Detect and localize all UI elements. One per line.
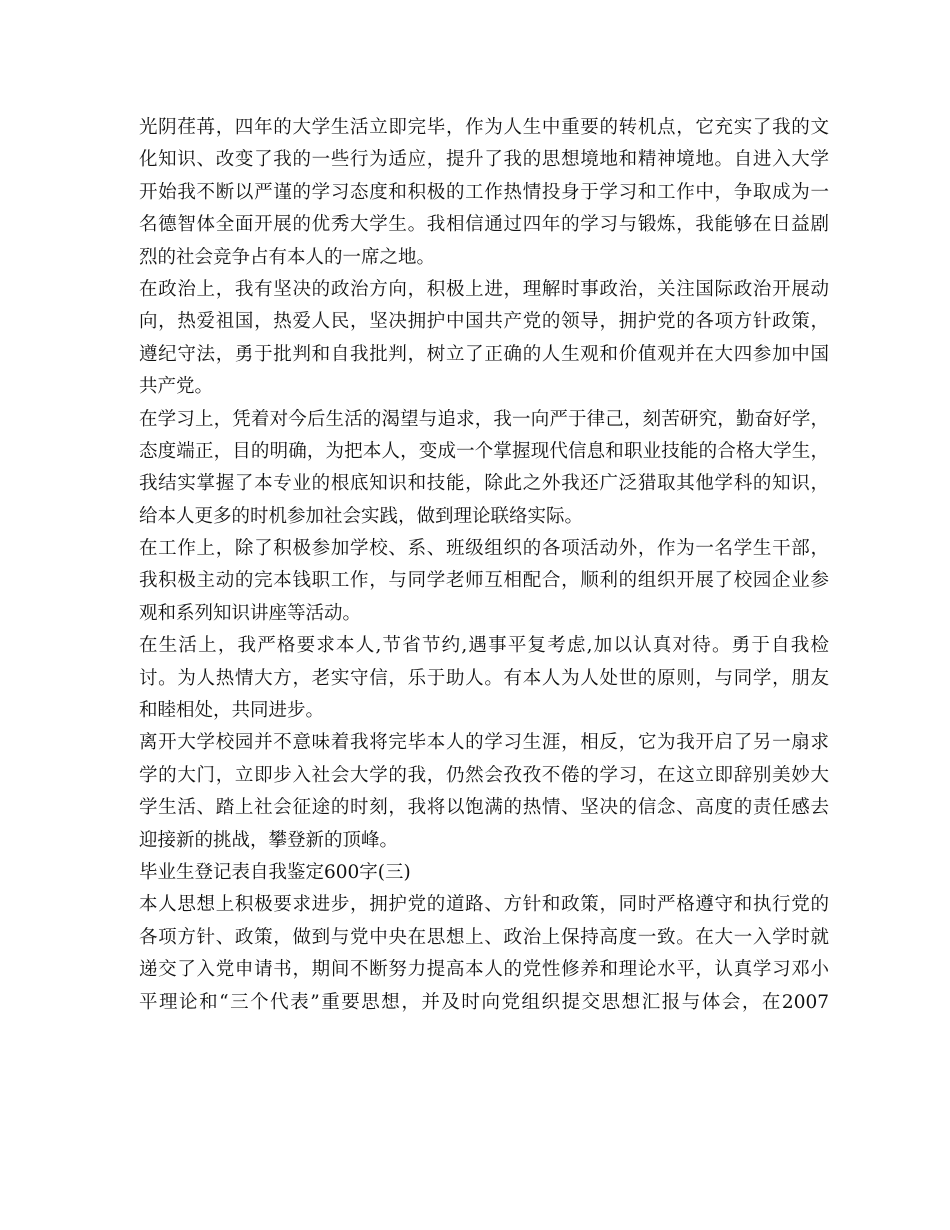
- text-line: 遵纪守法，勇于批判和自我批判，树立了正确的人生观和价值观并在大四参加中国: [139, 343, 829, 365]
- text-line: 在工作上，除了积极参加学校、系、班级组织的各项活动外，作为一名学生干部，: [139, 538, 829, 560]
- text-line: 本人思想上积极要求进步，拥护党的道路、方针和政策，同时严格遵守和执行党的: [139, 894, 829, 916]
- text-line: 在生活上，我严格要求本人,节省节约,遇事平复考虑,加以认真对待。勇于自我检: [139, 635, 829, 657]
- text-line: 在学习上，凭着对今后生活的渴望与追求，我一向严于律己，刻苦研究，勤奋好学，: [139, 408, 829, 430]
- text-line: 光阴荏苒，四年的大学生活立即完毕，作为人生中重要的转机点，它充实了我的文: [139, 117, 829, 138]
- text-line: 开始我不断以严谨的学习态度和积极的工作热情投身于学习和工作中，争取成为一: [139, 181, 829, 203]
- text-line: 在政治上，我有坚决的政治方向，积极上进，理解时事政治，关注国际政治开展动: [139, 278, 829, 300]
- text-line: 离开大学校园并不意味着我将完毕本人的学习生涯，相反，它为我开启了另一扇求: [139, 732, 829, 754]
- text-line: 学生活、踏上社会征途的时刻，我将以饱满的热情、坚决的信念、高度的责任感去: [139, 797, 829, 819]
- text-line: 迎接新的挑战，攀登新的顶峰。: [139, 829, 399, 851]
- text-line: 名德智体全面开展的优秀大学生。我相信通过四年的学习与锻炼，我能够在日益剧: [139, 214, 829, 236]
- text-line: 学的大门，立即步入社会大学的我，仍然会孜孜不倦的学习，在这立即辞别美妙大: [139, 764, 829, 786]
- text-line: 毕业生登记表自我鉴定600字(三): [139, 861, 411, 883]
- text-line: 和睦相处，共同进步。: [139, 700, 325, 722]
- text-line: 向，热爱祖国，热爱人民，坚决拥护中国共产党的领导，拥护党的各项方针政策，: [139, 311, 829, 333]
- text-line: 我积极主动的完本钱职工作，与同学老师互相配合，顺利的组织开展了校园企业参: [139, 570, 829, 592]
- text-line: 平理论和“三个代表”重要思想，并及时向党组织提交思想汇报与体会，在2007: [139, 991, 829, 1013]
- text-line: 化知识、改变了我的一些行为适应，提升了我的思想境地和精神境地。自进入大学: [139, 149, 829, 171]
- text-line: 递交了入党申请书，期间不断努力提高本人的党性修养和理论水平，认真学习邓小: [139, 959, 829, 981]
- text-line: 讨。为人热情大方，老实守信，乐于助人。有本人为人处世的原则，与同学，朋友: [139, 667, 829, 689]
- text-line: 各项方针、政策，做到与党中央在思想上、政治上保持高度一致。在大一入学时就: [139, 926, 829, 948]
- text-line: 观和系列知识讲座等活动。: [139, 602, 362, 624]
- document-body: [139, 112, 829, 1019]
- text-line: 我结实掌握了本专业的根底知识和技能，除此之外我还广泛猎取其他学科的知识，: [139, 473, 829, 495]
- text-line: 烈的社会竞争占有本人的一席之地。: [139, 246, 436, 268]
- text-line: 共产党。: [139, 376, 214, 398]
- text-line: 态度端正，目的明确，为把本人，变成一个掌握现代信息和职业技能的合格大学生，: [139, 440, 829, 462]
- text-line: 给本人更多的时机参加社会实践，做到理论联络实际。: [139, 505, 584, 527]
